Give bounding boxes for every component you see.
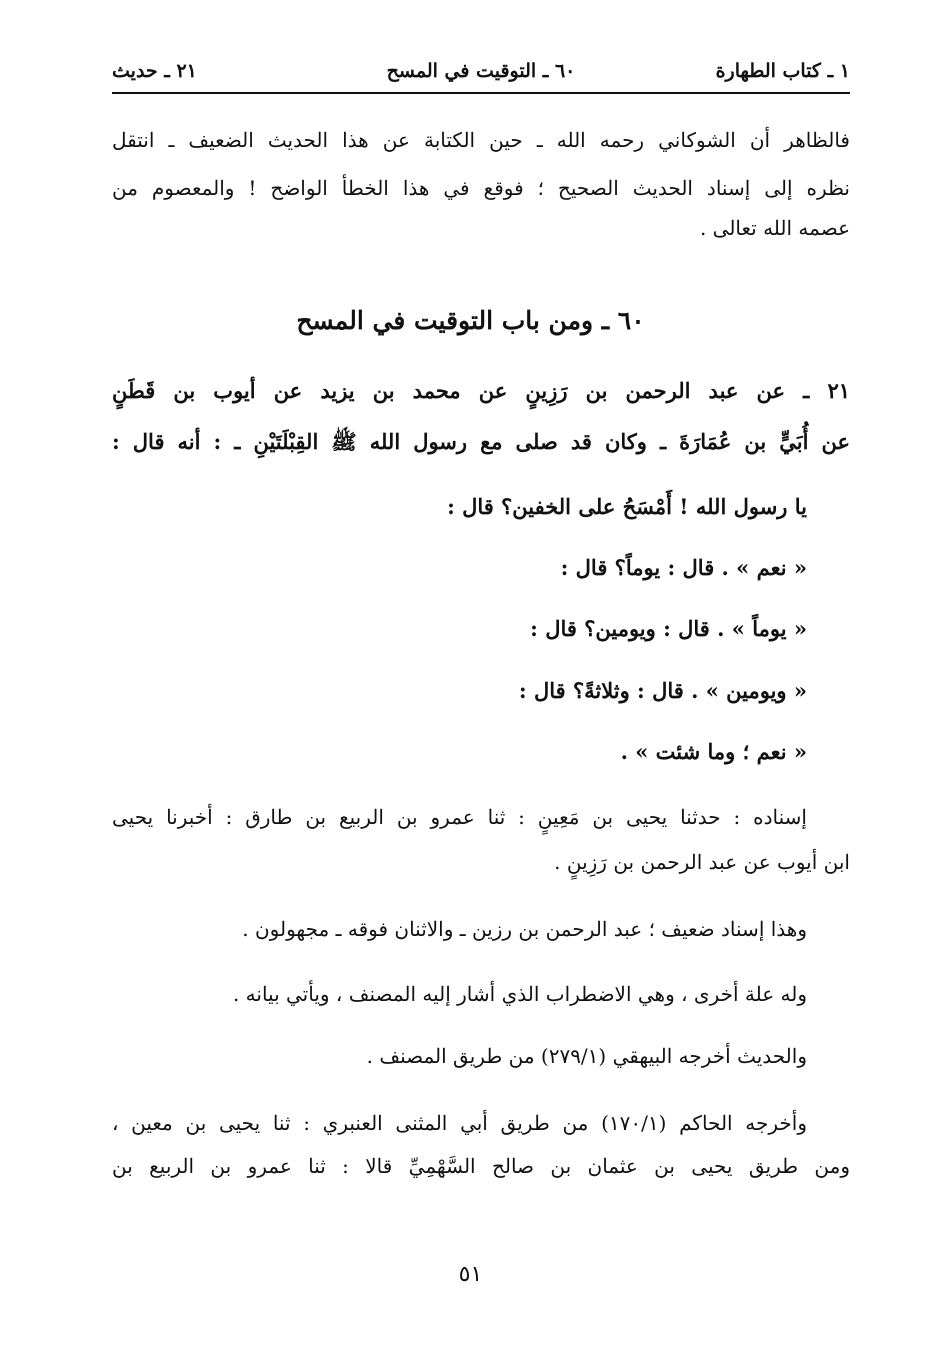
intro-line-3: عصمه الله تعالى . <box>699 216 850 240</box>
note-line-2: وله علة أخرى ، وهي الاضطراب الذي أشار إليه المصنف ، ويأتي بيانه . <box>232 982 807 1006</box>
page-number: ٥١ <box>458 1262 483 1287</box>
section-title: ٦٠ ـ ومن باب التوقيت في المسح <box>296 306 645 335</box>
intro-line-2: نظره إلى إسناد الحديث الصحيح ؛ فوقع في هذا الخطأ الواضح ! والمعصوم من <box>112 176 850 200</box>
isnad-line-2: ابن أيوب عن عبد الرحمن بن رَزِينٍ . <box>554 850 850 874</box>
note-line-1: وهذا إسناد ضعيف ؛ عبد الرحمن بن رزين ـ والاثنان فوقه ـ مجهولون . <box>242 917 807 941</box>
hadith-line-1: ٢١ ـ عن عبد الرحمن بن رَزِينٍ عن محمد بن يزيد عن أيوب بن قَطَنٍ <box>112 378 850 403</box>
hadith-dialogue-5: « نعم ؛ وما شئت » . <box>620 739 807 764</box>
final-line-2: ومن طريق يحيى بن عثمان بن صالح السَّهْمِيِّ قالا : ثنا عمرو بن الربيع بن <box>112 1154 850 1178</box>
header-chapter-title: ٦٠ ـ التوقيت في المسح <box>386 60 576 82</box>
running-header <box>112 56 850 94</box>
isnad-line-1: إسناده : حدثنا يحيى بن مَعِينٍ : ثنا عمرو بن الربيع بن طارق : أخبرنا يحيى <box>112 805 807 829</box>
header-book-title: ١ ـ كتاب الطهارة <box>715 60 850 82</box>
hadith-dialogue-1: يا رسول الله ! أَمْسَحُ على الخفين؟ قال : <box>447 494 807 519</box>
note-line-3: والحديث أخرجه البيهقي (٢٧٩/١) من طريق المصنف . <box>366 1044 807 1068</box>
hadith-line-2: عن أُبَيٍّ بن عُمَارَةَ ـ وكان قد صلى مع رسول الله ﷺ القِبْلَتَيْنِ ـ : أنه قال : <box>112 429 850 454</box>
intro-line-1: فالظاهر أن الشوكاني رحمه الله ـ حين الكتابة عن هذا الحديث الضعيف ـ انتقل <box>112 128 850 152</box>
hadith-dialogue-2: « نعم » . قال : يوماً؟ قال : <box>560 555 807 580</box>
final-line-1: وأخرجه الحاكم (١٧٠/١) من طريق أبي المثنى العنبري : ثنا يحيى بن معين ، <box>112 1111 807 1135</box>
hadith-dialogue-4: « ويومين » . قال : وثلاثةً؟ قال : <box>518 678 807 703</box>
header-hadith-number: ٢١ ـ حديث <box>112 60 197 82</box>
hadith-dialogue-3: « يوماً » . قال : ويومين؟ قال : <box>530 616 807 641</box>
